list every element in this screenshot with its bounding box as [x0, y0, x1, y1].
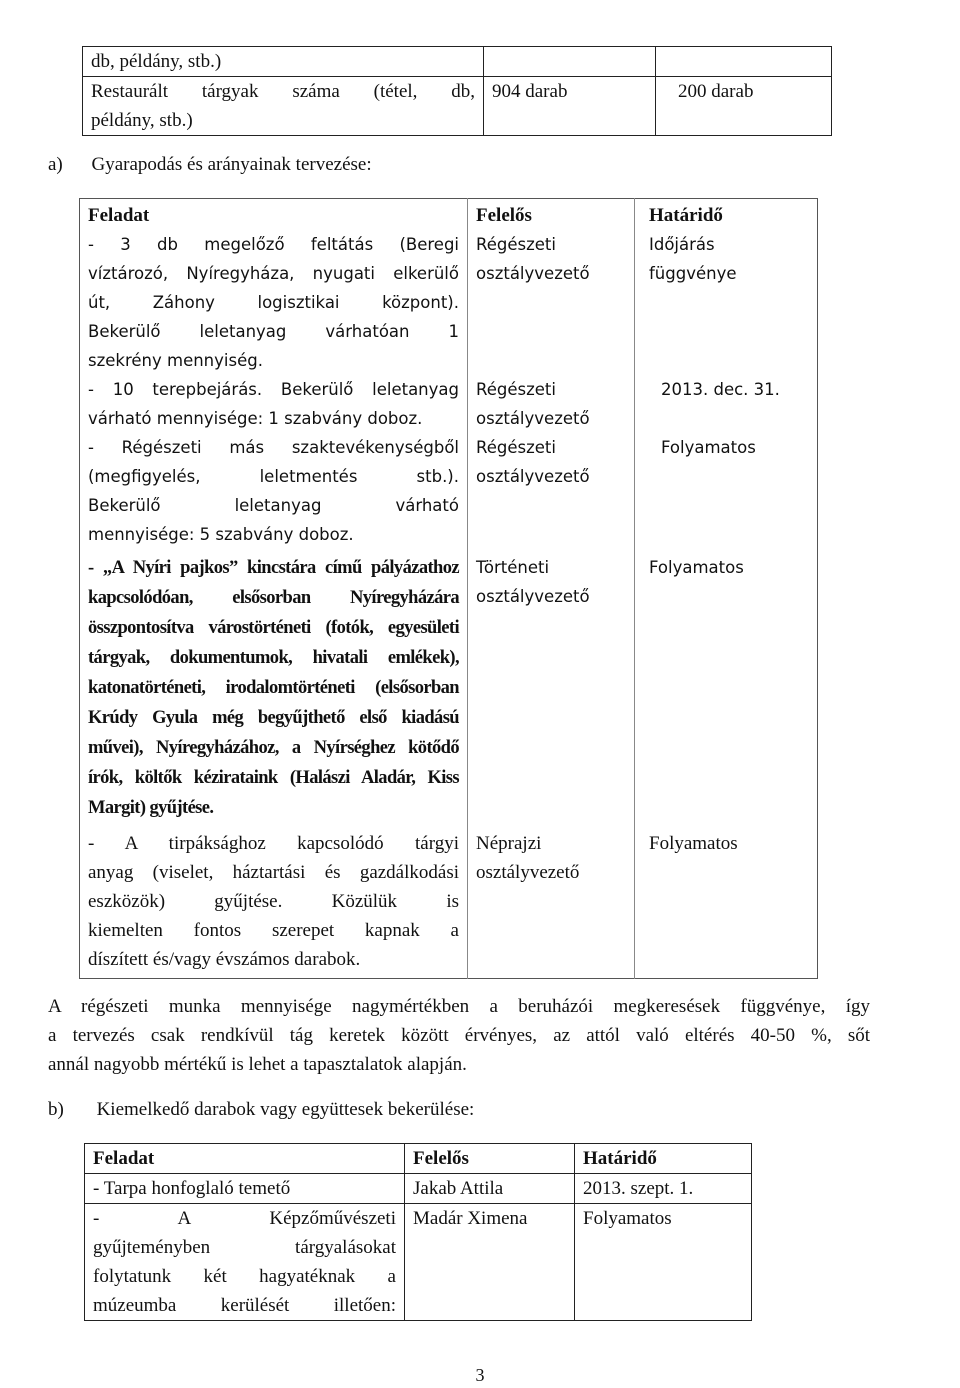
task-line: kiemelten fontos szerepet kapnak a — [88, 920, 459, 941]
task-line: Bekerülő leletanyag várható — [88, 496, 459, 515]
owner-line: Régészeti — [476, 380, 556, 399]
task-line: - 3 db megelőző feltátás (Beregi — [88, 235, 459, 254]
table-cell — [484, 47, 656, 77]
section-title: Kiemelkedő darabok vagy együttesek bekerülése: — [96, 1099, 475, 1120]
task-line: víztározó, Nyíregyháza, nyugati elkerülő — [88, 264, 459, 283]
page-number: 3 — [475, 1365, 485, 1385]
task-cell — [80, 549, 468, 823]
task-line: - „A Nyíri pajkos” kincstára című pályázathoz — [88, 558, 459, 578]
deadline-cell — [635, 433, 818, 549]
owner-cell — [468, 433, 635, 549]
notable-items-table — [84, 1143, 752, 1321]
task-cell — [85, 1174, 405, 1204]
task-line: - 10 terepbejárás. Bekerülő leletanyag — [88, 380, 459, 399]
paragraph-line: A régészeti munka mennyisége nagymértékben a beruházói megkeresések függvénye, így — [48, 996, 870, 1017]
section-a-heading — [48, 150, 372, 179]
header-deadline: Határidő — [575, 1144, 752, 1174]
table-row — [80, 433, 818, 549]
task-line: út, Záhony logisztikai központ). — [88, 293, 459, 312]
deadline-cell: 2013. szept. 1. — [575, 1174, 752, 1204]
deadline-cell — [635, 549, 818, 823]
owner-cell: Madár Ximena — [405, 1204, 575, 1321]
task-line: kapcsolódóan, elsősorban Nyíregyházára — [88, 588, 459, 608]
paragraph-line: a tervezés csak rendkívül tág keretek között érvényes, az attól való eltérés 40-50 %, sőt — [48, 1025, 870, 1046]
table-row — [85, 1174, 752, 1204]
task-line: anyag (viselet, háztartási és gazdálkodási — [88, 862, 459, 883]
table-row — [80, 823, 818, 979]
owner-line: osztályvezető — [476, 264, 590, 283]
table-header-row — [80, 199, 818, 231]
table-cell — [83, 47, 484, 77]
task-line: - A tirpáksághoz kapcsolódó tárgyi — [88, 833, 459, 854]
owner-cell — [468, 823, 635, 979]
header-task: Feladat — [88, 205, 150, 226]
task-line: díszített és/vagy évszámos darabok. — [88, 949, 361, 970]
task-cell — [80, 433, 468, 549]
owner-cell — [468, 549, 635, 823]
table-row — [85, 1204, 752, 1321]
deadline-cell: Folyamatos — [575, 1204, 752, 1321]
task-line: tárgyak, dokumentumok, hivatali emlékek), — [88, 648, 459, 668]
header-owner: Felelős — [468, 199, 635, 231]
task-line: Bekerülő leletanyag várhatóan 1 — [88, 322, 459, 341]
cell-value: 904 darab — [492, 81, 568, 102]
task-line: - Tarpa honfoglaló temető — [93, 1178, 291, 1199]
task-line: szekrény mennyiség. — [88, 351, 263, 370]
deadline-line: Folyamatos — [661, 438, 756, 457]
task-cell — [80, 375, 468, 433]
task-line: művei), Nyíregyházához, a Nyírséghez kötődő — [88, 738, 459, 758]
section-b-heading — [48, 1095, 474, 1124]
owner-line: osztályvezető — [476, 409, 590, 428]
header-task: Feladat — [85, 1144, 405, 1174]
restoration-table — [82, 46, 832, 136]
task-cell — [80, 230, 468, 375]
deadline-line: függvénye — [649, 264, 737, 283]
owner-line: osztályvezető — [476, 862, 580, 883]
cell-value: 200 darab — [678, 81, 754, 102]
table-row — [80, 230, 818, 375]
task-line: gyűjteményben tárgyalásokat — [93, 1237, 396, 1258]
owner-cell: Jakab Attila — [405, 1174, 575, 1204]
owner-cell — [468, 230, 635, 375]
task-line: írók, költők kézirataink (Halászi Aladár, Kiss — [88, 768, 459, 788]
task-line: - Régészeti más szaktevékenységből — [88, 438, 459, 457]
owner-cell — [468, 375, 635, 433]
deadline-line: Folyamatos — [649, 833, 738, 854]
section-title: Gyarapodás és arányainak tervezése: — [91, 154, 372, 175]
deadline-line: 2013. dec. 31. — [661, 380, 780, 399]
acquisition-plan-table — [79, 198, 818, 979]
deadline-line: Időjárás — [649, 235, 715, 254]
owner-line: Régészeti — [476, 235, 556, 254]
owner-line: osztályvezető — [476, 587, 590, 606]
task-line: folytatunk két hagyatéknak a — [93, 1266, 396, 1287]
header-owner: Felelős — [405, 1144, 575, 1174]
task-line: katonatörténeti, irodalomtörténeti (elsősorban — [88, 678, 459, 698]
table-row — [80, 549, 818, 823]
paragraph-line: annál nagyobb mértékű is lehet a tapasztalatok alapján. — [48, 1054, 467, 1075]
task-line: összpontosítva várostörténeti (fotók, egyesületi — [88, 618, 459, 638]
deadline-cell — [635, 823, 818, 979]
table-row — [80, 375, 818, 433]
row-label: db, példány, stb.) — [91, 51, 222, 72]
deadline-line: Folyamatos — [649, 558, 744, 577]
table-cell — [484, 77, 656, 136]
header-deadline: Határidő — [635, 199, 818, 231]
section-letter: b) — [48, 1099, 64, 1120]
task-line: - A Képzőművészeti — [93, 1208, 396, 1229]
task-line: Margit) gyűjtése. — [88, 798, 214, 818]
task-line: (megfigyelés, leletmentés stb.). — [88, 467, 459, 486]
section-letter: a) — [48, 154, 63, 175]
owner-line: Régészeti — [476, 438, 556, 457]
task-line: várható mennyisége: 1 szabvány doboz. — [88, 409, 423, 428]
task-line: eszközök) gyűjtése. Közülük is — [88, 891, 459, 912]
task-line: mennyisége: 5 szabvány doboz. — [88, 525, 354, 544]
task-cell — [80, 823, 468, 979]
table-row — [83, 77, 832, 136]
row-label: Restaurált tárgyak száma (tétel, db, — [91, 81, 475, 102]
task-line: múzeumba kerülését illetően: — [93, 1295, 396, 1316]
task-cell — [85, 1204, 405, 1321]
owner-line: Történeti — [476, 558, 550, 577]
table-header-row — [85, 1144, 752, 1174]
deadline-cell — [635, 230, 818, 375]
table-cell — [656, 77, 832, 136]
task-line: Krúdy Gyula még begyűjthető első kiadású — [88, 708, 459, 728]
body-paragraph — [48, 992, 870, 1079]
table-cell — [656, 47, 832, 77]
row-label: példány, stb.) — [91, 110, 193, 131]
deadline-cell — [635, 375, 818, 433]
table-row — [83, 47, 832, 77]
owner-line: Néprajzi — [476, 833, 542, 854]
table-cell — [83, 77, 484, 136]
owner-line: osztályvezető — [476, 467, 590, 486]
